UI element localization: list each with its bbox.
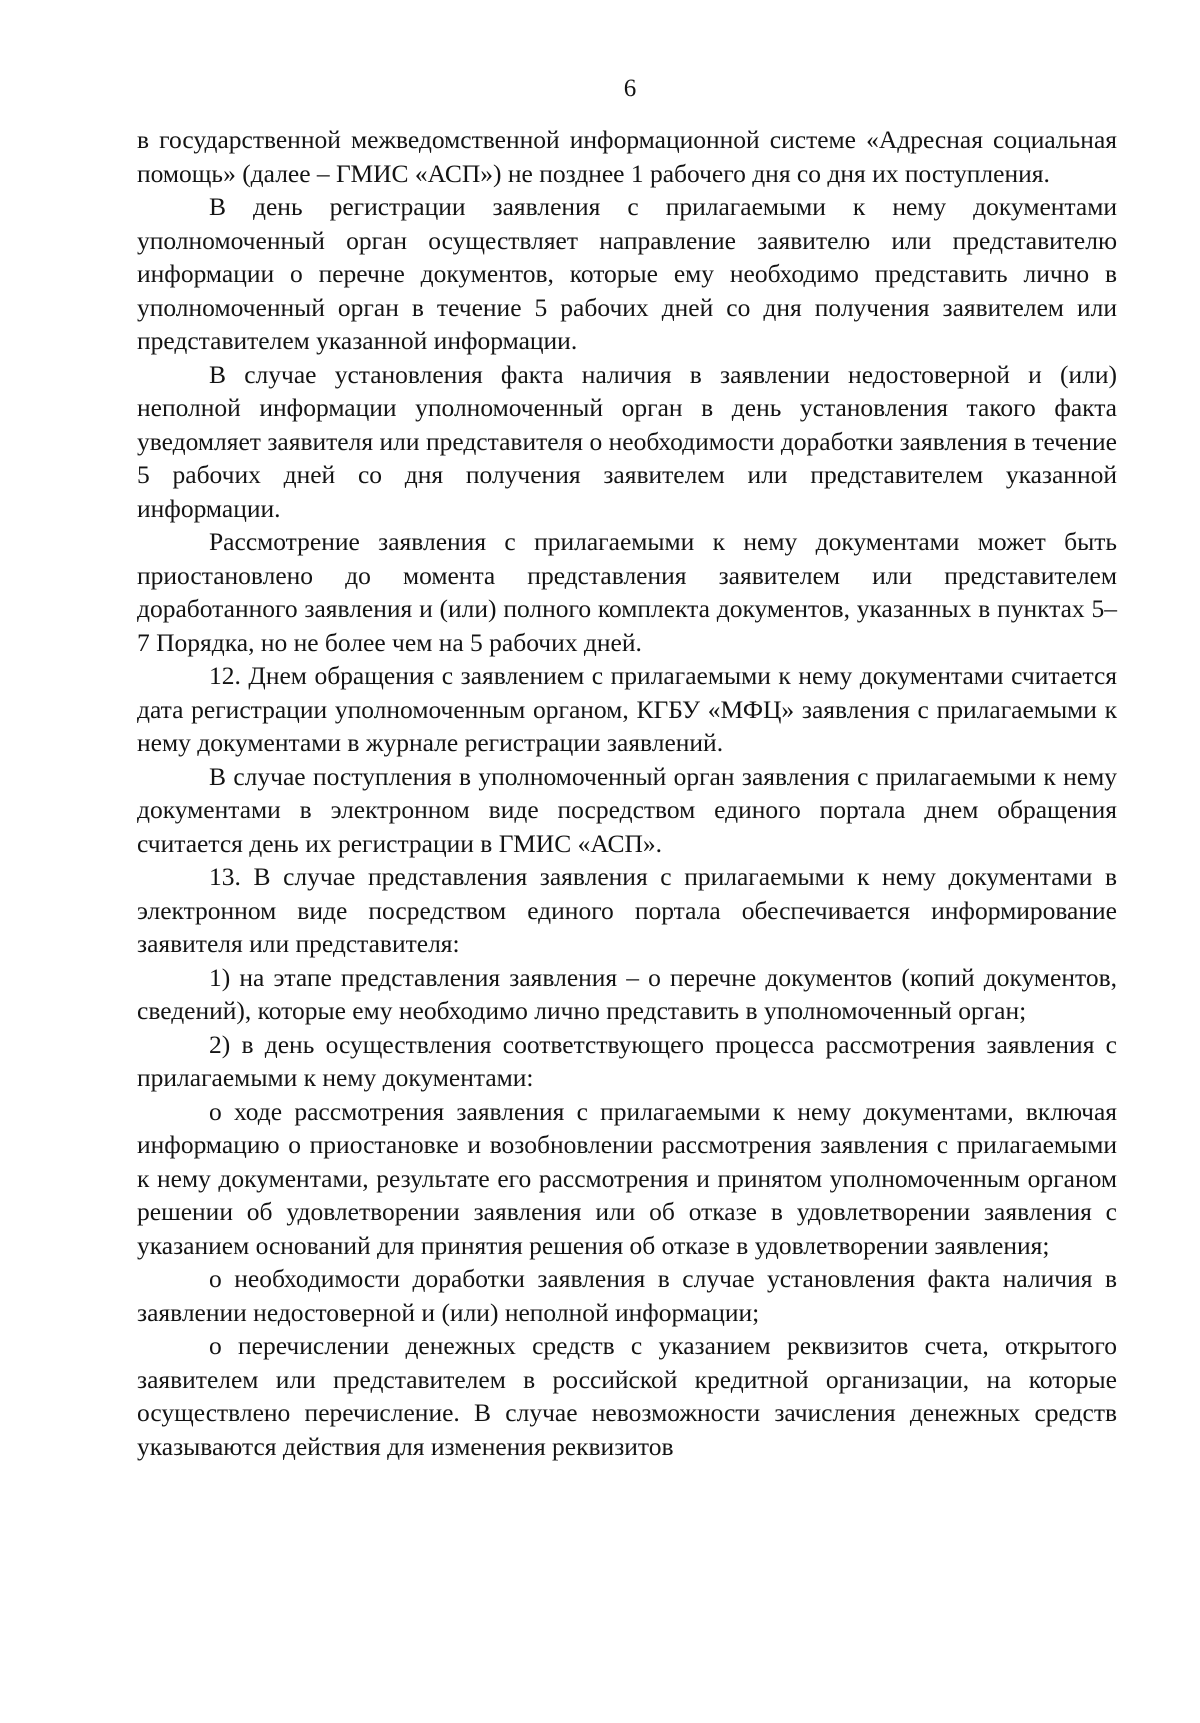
document-body <box>137 123 1117 1463</box>
paragraph-item-13: 13. В случае представления заявления с прилагаемыми к нему документами в электронном виде посредством единого портала обеспечивается информирование заявителя или представителя: <box>137 862 1117 958</box>
paragraph-gmis-registration: в государственной межведомственной информационной системе «Адресная социальная помощь» (далее – ГМИС «АСП») не позднее 1 рабочего дня со дня их поступления. <box>137 125 1117 188</box>
paragraph-review-progress: о ходе рассмотрения заявления с прилагаемыми к нему документами, включая информацию о приостановке и возобновлении рассмотрения заявления с прилагаемыми к нему документами, результате его рассмотрения и принятом уполномоченным органом решении об удовлетворении заявления или об отказе в удовлетворении заявления с указанием оснований для принятия решения об отказе в удовлетворении заявления; <box>137 1096 1117 1260</box>
page-number: 6 <box>623 75 637 102</box>
paragraph-incomplete-information: В случае установления факта наличия в заявлении недостоверной и (или) неполной информации уполномоченный орган в день установления такого факта уведомляет заявителя или представителя о необходимости доработки заявления в течение 5 рабочих дней со дня получения заявителем или представителем указанной информации. <box>137 359 1117 523</box>
paragraph-subitem-2: 2) в день осуществления соответствующего процесса рассмотрения заявления с прилагаемыми к нему документами: <box>137 1029 1117 1092</box>
paragraph-revision-need: о необходимости доработки заявления в случае установления факта наличия в заявлении недостоверной и (или) неполной информации; <box>137 1264 1117 1327</box>
paragraph-item-12: 12. Днем обращения с заявлением с прилагаемыми к нему документами считается дата регистрации уполномоченным органом, КГБУ «МФЦ» заявления с прилагаемыми к нему документами в журнале регистрации заявлений. <box>137 661 1117 757</box>
paragraph-registration-day: В день регистрации заявления с прилагаемыми к нему документами уполномоченный орган осуществляет направление заявителю или представителю информации о перечне документов, которые ему необходимо представить лично в уполномоченный орган в течение 5 рабочих дней со дня получения заявителем или представителем указанной информации. <box>137 192 1117 355</box>
paragraph-suspension: Рассмотрение заявления с прилагаемыми к нему документами может быть приостановлено до момента представления заявителем или представителем доработанного заявления и (или) полного комплекта документов, указанных в пунктах 5–7 Порядка, но не более чем на 5 рабочих дней. <box>137 527 1117 657</box>
paragraph-subitem-1: 1) на этапе представления заявления – о перечне документов (копий документов, сведений), которые ему необходимо лично представить в уполномоченный орган; <box>137 962 1117 1025</box>
paragraph-funds-transfer: о перечислении денежных средств с указанием реквизитов счета, открытого заявителем или представителем в российской кредитной организации, на которые осуществлено перечисление. В случае невозможности зачисления денежных средств указываются действия для изменения реквизитов <box>137 1331 1117 1461</box>
paragraph-electronic-submission: В случае поступления в уполномоченный орган заявления с прилагаемыми к нему документами в электронном виде посредством единого портала днем обращения считается день их регистрации в ГМИС «АСП». <box>137 761 1117 858</box>
